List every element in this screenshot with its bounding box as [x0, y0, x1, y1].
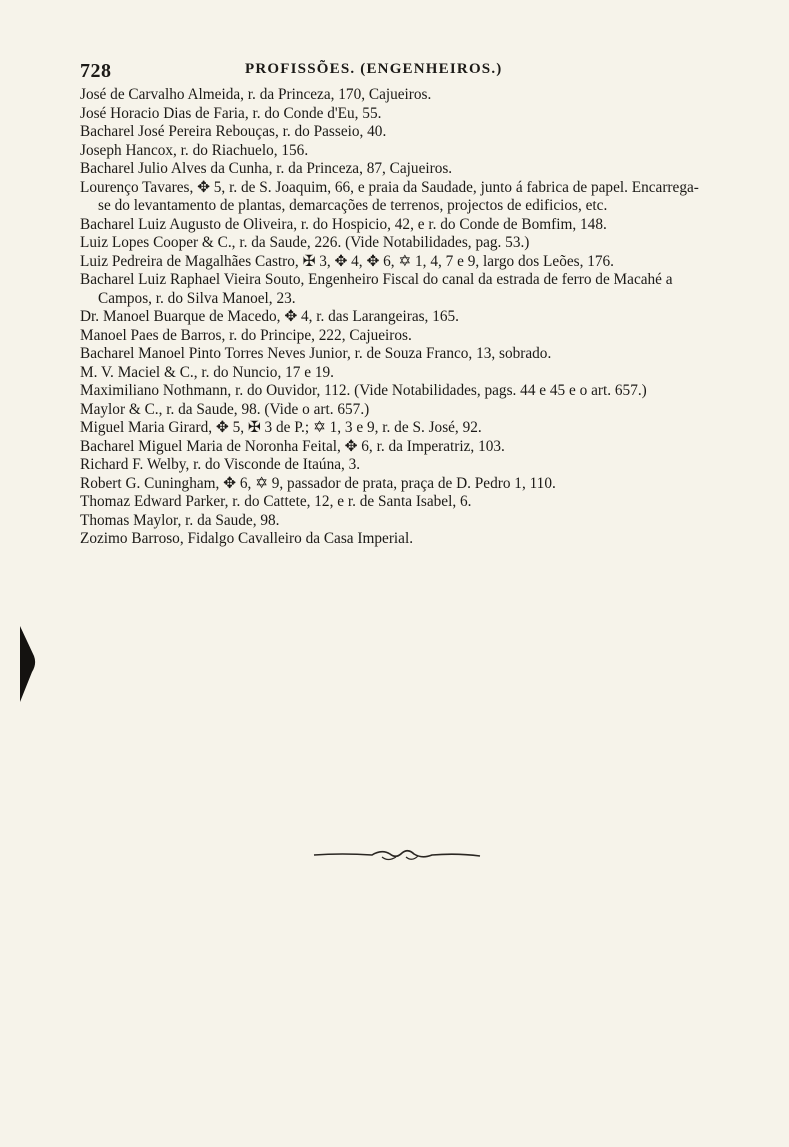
list-item: Lourenço Tavares, ✥ 5, r. de S. Joaquim, 66, e praia da Saudade, junto á fabrica de papel. Encarrega-se do levantamento de plantas, demarcações de terrenos, projectos de edificios, etc. [80, 178, 699, 214]
list-item: Dr. Manoel Buarque de Macedo, ✥ 4, r. das Larangeiras, 165. [80, 308, 459, 325]
list-item: Richard F. Welby, r. do Visconde de Itaúna, 3. [80, 456, 361, 473]
list-item: Bacharel José Pereira Rebouças, r. do Passeio, 40. [80, 123, 387, 140]
page-number: 728 [80, 60, 112, 82]
list-item: Maylor & C., r. da Saude, 98. (Vide o art. 657.) [80, 400, 370, 418]
list-item: Bacharel Luiz Raphael Vieira Souto, Engenheiro Fiscal do canal da estrada de ferro de Macahé a Campos, r. do Silva Manoel, 23. [80, 271, 673, 307]
directory-list [80, 86, 705, 549]
list-item: Thomaz Edward Parker, r. do Cattete, 12, e r. de Santa Isabel, 6. [80, 493, 472, 510]
running-head: PROFISSÕES. (ENGENHEIROS.) [245, 61, 503, 77]
page-header [80, 58, 700, 86]
list-item: Robert G. Cuningham, ✥ 6, ✡ 9, passador de prata, praça de D. Pedro 1, 110. [80, 474, 556, 492]
list-item: Thomas Maylor, r. da Saude, 98. [80, 511, 280, 529]
list-item: Bacharel Manoel Pinto Torres Neves Junior, r. de Souza Franco, 13, sobrado. [80, 345, 552, 362]
list-item: Manoel Paes de Barros, r. do Principe, 222, Cajueiros. [80, 326, 412, 344]
list-item: Bacharel Julio Alves da Cunha, r. da Princeza, 87, Cajueiros. [80, 160, 453, 177]
list-item: José de Carvalho Almeida, r. da Princeza, 170, Cajueiros. [80, 86, 432, 103]
list-item: M. V. Maciel & C., r. do Nuncio, 17 e 19. [80, 363, 334, 381]
list-item: Zozimo Barroso, Fidalgo Cavalleiro da Casa Imperial. [80, 530, 414, 547]
list-item: Bacharel Miguel Maria de Noronha Feital, ✥ 6, r. da Imperatriz, 103. [80, 437, 505, 455]
list-item: José Horacio Dias de Faria, r. do Conde d'Eu, 55. [80, 104, 382, 122]
list-item: Bacharel Luiz Augusto de Oliveira, r. do Hospicio, 42, e r. do Conde de Bomfim, 148. [80, 215, 607, 233]
list-item: Luiz Pedreira de Magalhães Castro, ✠ 3, ✥ 4, ✥ 6, ✡ 1, 4, 7 e 9, largo dos Leões, 176. [80, 252, 615, 270]
ornamental-divider [312, 845, 482, 865]
list-item: Joseph Hancox, r. do Riachuelo, 156. [80, 141, 309, 159]
list-item: Maximiliano Nothmann, r. do Ouvidor, 112. (Vide Notabilidades, pags. 44 e 45 e o art. 657.) [80, 382, 647, 399]
list-item: Luiz Lopes Cooper & C., r. da Saude, 226. (Vide Notabilidades, pag. 53.) [80, 234, 530, 251]
list-item: Miguel Maria Girard, ✥ 5, ✠ 3 de P.; ✡ 1, 3 e 9, r. de S. José, 92. [80, 419, 482, 436]
binding-edge-mark [18, 626, 38, 702]
